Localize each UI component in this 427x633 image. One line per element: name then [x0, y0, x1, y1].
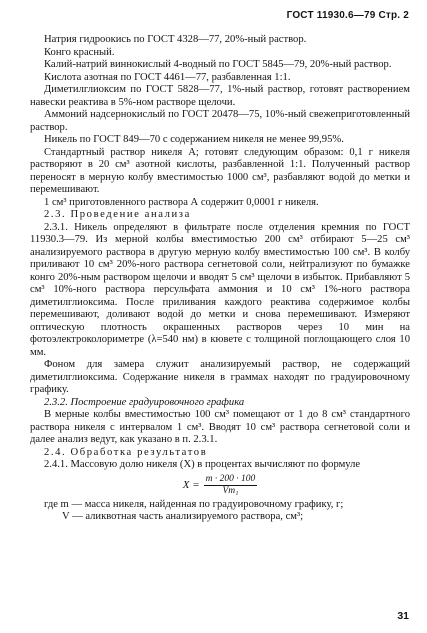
formula-denominator: Vm₁ [222, 485, 239, 496]
paragraph: 2.3.1. Никель определяют в фильтрате после отделения кремния по ГОСТ 11930.3—79. Из мерной колбы вместимостью 200 см³ отбирают 5—25 см³ анализируемого раствора в другую мерную колбу вместимостью 100 см³. В колбу приливают 10 см³ 20%-ного раствора сегнетовой соли, нейтрализуют по бумажке конго 20%-ным раствором щелочи и вводят 5 см³ щелочи в избыток. Прибавляют 5 см³ 10%-ного раствора персульфата аммония и 10 см³ 1%-ного раствора диметилглиоксима. После приливания каждого реактива содержимое колбы перемешивают, доливают водой до метки и снова перемешивают. Измеряют оптическую плотность окрашенных растворов через 10 мин на фотоэлектроколориметре (λ=540 нм) в кювете с толщиной поглощающего слоя 10 мм. [30, 221, 410, 358]
page-header: ГОСТ 11930.6—79 Стр. 2 [286, 10, 409, 21]
paragraph: Кислота азотная по ГОСТ 4461—77, разбавленная 1:1. [44, 71, 291, 83]
paragraph: 1 см³ приготовленного раствора А содержит 0,0001 г никеля. [44, 196, 319, 208]
paragraph: Диметилглиоксим по ГОСТ 5828—77, 1%-ный раствор, готовят растворением навески реактива в 5%-ном растворе щелочи. [30, 84, 410, 108]
formula [30, 474, 410, 497]
paragraph: Стандартный раствор никеля А; готовят следующим образом: 0,1 г никеля растворяют в 20 см³ азотной кислоты, разбавленной 1:1. Полученный раствор переносят в мерную колбу вместимостью 1000 см³, разбавляют водой до метки и перемешивают. [30, 146, 410, 195]
section-heading: 2.3. Проведение анализа [44, 209, 191, 220]
variable-definition: V — аликвотная часть анализируемого раствора, см³; [62, 511, 304, 522]
formula-lhs: X = [182, 478, 200, 491]
paragraph: Никель по ГОСТ 849—70 с содержанием никеля не менее 99,95%. [44, 134, 344, 145]
subsection-heading: 2.3.2. Построение градуировочного графика [44, 396, 245, 408]
paragraph: Конго красный. [44, 46, 115, 58]
paragraph: Аммоний надсернокислый по ГОСТ 20478—75, 10%-ный свежеприготовленный раствор. [30, 109, 410, 133]
formula-numerator: m · 200 · 100 [205, 473, 256, 484]
paragraph: 2.4.1. Массовую долю никеля (X) в процентах вычисляют по формуле [44, 459, 361, 470]
paragraph: Фоном для замера служит анализируемый раствор, не содержащий диметилглиоксима. Содержание никеля в граммах находят по градуировочному графику. [30, 359, 410, 395]
page-number: 31 [397, 610, 409, 622]
page-content [30, 34, 410, 524]
paragraph: Калий-натрий виннокислый 4-водный по ГОСТ 5845—79, 20%-ный раствор. [44, 59, 392, 70]
paragraph: В мерные колбы вместимостью 100 см³ помещают от 1 до 8 см³ стандартного раствора никеля с интервалом 1 см³. Вводят 10 см³ раствора сегнетовой соли и далее анализ ведут, как указано в п. 2.3.1. [30, 409, 410, 445]
section-heading: 2.4. Обработка результатов [44, 446, 208, 458]
variable-definition: где m — масса никеля, найденная по градуировочному графику, г; [44, 498, 344, 510]
formula-fraction [204, 474, 258, 497]
paragraph: Натрия гидроокись по ГОСТ 4328—77, 20%-ный раствор. [44, 34, 307, 45]
